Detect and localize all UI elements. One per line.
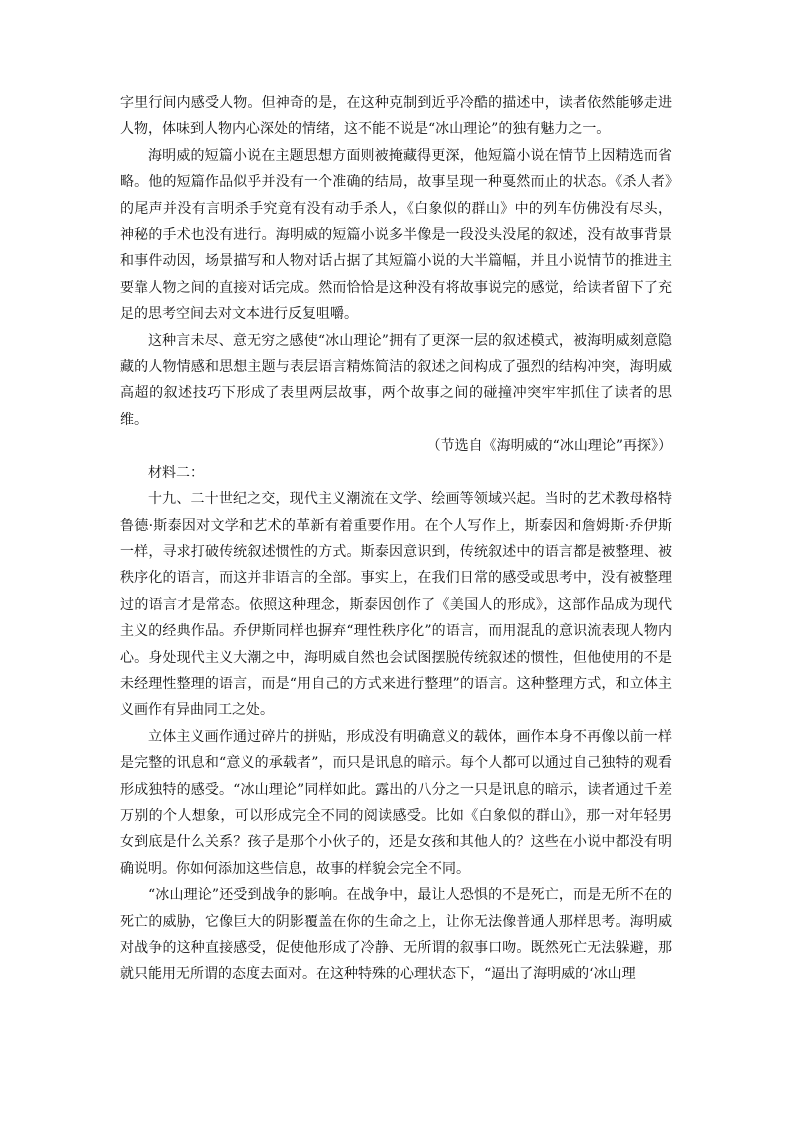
paragraph-short-story-theme: 海明威的短篇小说在主题思想方面则被掩藏得更深，他短篇小说在情节上因精选而省略。他的短篇作品似乎并没有一个准确的结局，故事呈现一种戛然而止的状态。《杀人者》的尾声并没有言明杀手究竟有没有动手杀人，《白象似的群山》中的列车仿佛没有尽头，神秘的手术也没有进行。海明威的短篇小说多半像是一段没头没尾的叙述，没有故事背景和事件动因，场景描写和人物对话占据了其短篇小说的大半篇幅，并且小说情节的推进主要靠人物之间的直接对话完成。然而恰恰是这种没有将故事说完的感觉，给读者留下了充足的思考空间去对文本进行反复咀嚼。 [120, 147, 672, 323]
document-page [120, 90, 672, 988]
source-citation: （节选自《海明威的“冰山理论”再探》） [426, 438, 672, 455]
material-two-heading: 材料二： [148, 464, 204, 481]
paragraph-modernism: 十九、二十世纪之交，现代主义潮流在文学、绘画等领域兴起。当时的艺术教母格特鲁德·斯泰因对文学和艺术的革新有着重要作用。在个人写作上，斯泰因和詹姆斯·乔伊斯一样，寻求打破传统叙述惯性的方式。斯泰因意识到，传统叙述中的语言都是被整理、被秩序化的语言，而这并非语言的全部。事实上，在我们日常的感受或思考中，没有被整理过的语言才是常态。依照这种理念，斯泰因创作了《美国人的形成》，这部作品成为现代主义的经典作品。乔伊斯同样也摒弃“理性秩序化”的语言，而用混乱的意识流表现人物内心。身处现代主义大潮之中，海明威自然也会试图摆脱传统叙述的惯性，但他使用的不是未经理性整理的语言，而是“用自己的方式来进行整理”的语言。这种整理方式，和立体主义画作有异曲同工之处。 [120, 491, 672, 719]
paragraph-cubism: 立体主义画作通过碎片的拼贴，形成没有明确意义的载体，画作本身不再像以前一样是完整的讯息和“意义的承载者”，而只是讯息的暗示。每个人都可以通过自己独特的观看形成独特的感受。“冰山理论”同样如此。露出的八分之一只是讯息的暗示，读者通过千差万别的个人想象，可以形成完全不同的阅读感受。比如《白象似的群山》，那一对年轻男女到底是什么关系？孩子是那个小伙子的，还是女孩和其他人的？这些在小说中都没有明确说明。你如何添加这些信息，故事的样貌会完全不同。 [120, 728, 672, 877]
paragraph-war-influence: “冰山理论”还受到战争的影响。在战争中，最让人恐惧的不是死亡，而是无所不在的死亡的威胁，它像巨大的阴影覆盖在你的生命之上，让你无法像普通人那样思考。海明威对战争的这种直接感受，促使他形成了冷静、无所谓的叙事口吻。既然死亡无法躲避，那就只能用无所谓的态度去面对。在这种特殊的心理状态下，“逼出了海明威的‘冰山理 [120, 887, 672, 983]
paragraph-continuation: 字里行间内感受人物。但神奇的是，在这种克制到近乎冷酷的描述中，读者依然能够走进人物，体味到人物内心深处的情绪，这不能不说是“冰山理论”的独有魅力之一。 [120, 95, 672, 138]
paragraph-narrative-mode: 这种言未尽、意无穷之感使“冰山理论”拥有了更深一层的叙述模式，被海明威刻意隐藏的人物情感和思想主题与表层语言精炼简洁的叙述之间构成了强烈的结构冲突，海明威高超的叙述技巧下形成了表里两层故事，两个故事之间的碰撞冲突牢牢抓住了读者的思维。 [120, 332, 672, 428]
